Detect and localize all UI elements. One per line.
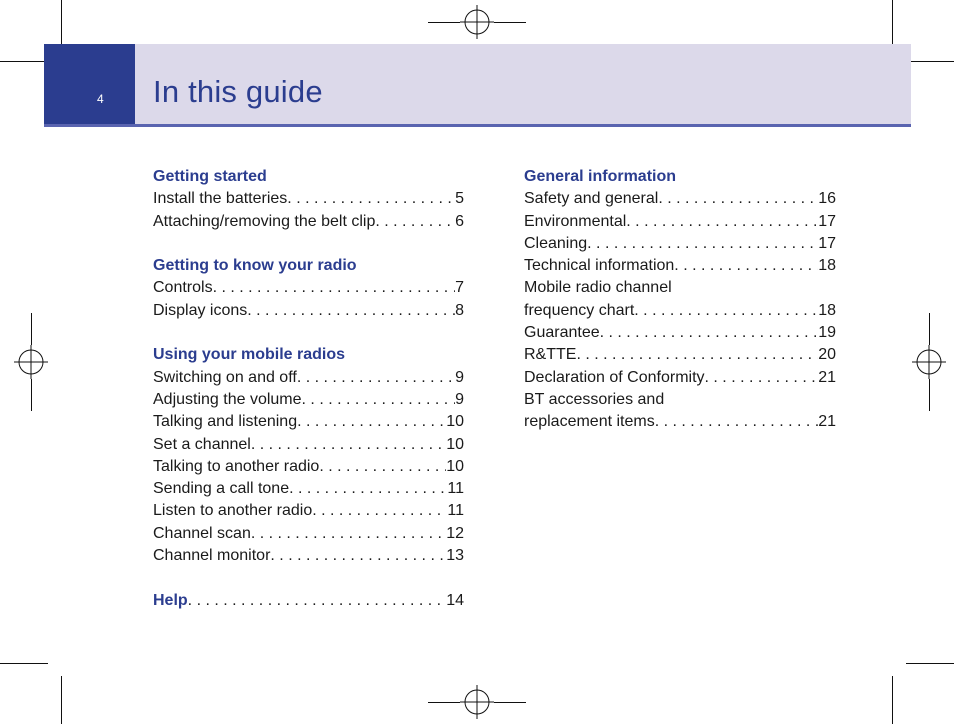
toc-entry[interactable] bbox=[153, 211, 464, 233]
toc-entry-title: Listen to another radio bbox=[153, 502, 313, 520]
section-heading: General information bbox=[524, 168, 677, 185]
toc-entry-page: 11 bbox=[447, 480, 464, 498]
registration-mark-right bbox=[912, 345, 946, 379]
toc-entry-page: 7 bbox=[455, 279, 464, 297]
toc-entry[interactable] bbox=[153, 434, 464, 456]
dot-leader bbox=[705, 367, 819, 389]
toc-entry[interactable] bbox=[153, 188, 464, 210]
toc-entry-title: Environmental bbox=[524, 212, 627, 230]
toc-entry-page: 11 bbox=[447, 502, 464, 520]
toc-entry[interactable] bbox=[153, 545, 464, 567]
dot-leader bbox=[302, 389, 456, 411]
spacer bbox=[153, 233, 464, 255]
toc-right-column bbox=[524, 166, 836, 434]
dot-leader bbox=[658, 188, 818, 210]
toc-entry-page: 9 bbox=[455, 390, 464, 408]
toc-entry-page: 19 bbox=[818, 324, 836, 342]
toc-entry-title: Attaching/removing the belt clip bbox=[153, 212, 376, 230]
toc-entry-page: 9 bbox=[455, 368, 464, 386]
toc-entry[interactable] bbox=[524, 322, 836, 344]
toc-entry-title: replacement items bbox=[524, 413, 655, 431]
spacer bbox=[153, 322, 464, 344]
toc-entry[interactable] bbox=[524, 300, 836, 322]
toc-entry-title: Channel monitor bbox=[153, 547, 271, 565]
toc-entry[interactable] bbox=[524, 233, 836, 255]
toc-entry[interactable] bbox=[153, 456, 464, 478]
toc-entry-page: 14 bbox=[446, 591, 464, 609]
toc-entry-page: 5 bbox=[455, 190, 464, 208]
toc-entry-page: 21 bbox=[818, 368, 836, 386]
toc-entry[interactable] bbox=[153, 590, 464, 612]
page-number: 4 bbox=[97, 92, 104, 106]
dot-leader bbox=[247, 300, 455, 322]
toc-entry-line: Mobile radio channel bbox=[524, 279, 672, 297]
toc-entry-title: Set a channel bbox=[153, 435, 251, 453]
toc-entry-title: Help bbox=[153, 591, 188, 609]
toc-entry-page: 10 bbox=[446, 457, 464, 475]
toc-entry[interactable] bbox=[524, 211, 836, 233]
section-heading: Getting started bbox=[153, 168, 267, 185]
dot-leader bbox=[297, 367, 455, 389]
section-heading: Using your mobile radios bbox=[153, 346, 346, 364]
toc-entry-page: 20 bbox=[818, 346, 836, 364]
dot-leader bbox=[312, 500, 447, 522]
dot-leader bbox=[587, 233, 818, 255]
dot-leader bbox=[319, 456, 446, 478]
toc-entry[interactable] bbox=[153, 478, 464, 500]
dot-leader bbox=[270, 545, 446, 567]
toc-entry[interactable] bbox=[153, 277, 464, 299]
dot-leader bbox=[576, 344, 818, 366]
registration-mark-left bbox=[14, 345, 48, 379]
toc-entry[interactable] bbox=[153, 411, 464, 433]
toc-entry-page: 17 bbox=[818, 234, 836, 252]
toc-entry-page: 10 bbox=[446, 435, 464, 453]
toc-entry-title: Channel scan bbox=[153, 524, 251, 542]
toc-entry-title: Declaration of Conformity bbox=[524, 368, 705, 386]
toc-entry[interactable] bbox=[153, 300, 464, 322]
toc-entry[interactable] bbox=[524, 255, 836, 277]
toc-entry-title: R&TTE bbox=[524, 346, 577, 364]
toc-entry-line: BT accessories and bbox=[524, 390, 665, 408]
dot-leader bbox=[251, 434, 446, 456]
dot-leader bbox=[600, 322, 819, 344]
toc-entry-page: 6 bbox=[455, 212, 464, 230]
toc-entry[interactable] bbox=[524, 344, 836, 366]
toc-entry-title: Talking and listening bbox=[153, 413, 298, 431]
toc-entry-page: 16 bbox=[818, 190, 836, 208]
toc-entry-title: Install the batteries bbox=[153, 190, 288, 208]
toc-entry-title: Controls bbox=[153, 279, 213, 297]
dot-leader bbox=[626, 211, 818, 233]
toc-entry-title: frequency chart bbox=[524, 301, 635, 319]
toc-entry-title: Adjusting the volume bbox=[153, 390, 302, 408]
header-rule bbox=[44, 124, 911, 127]
dot-leader bbox=[674, 255, 818, 277]
toc-entry-page: 12 bbox=[446, 524, 464, 542]
dot-leader bbox=[289, 478, 447, 500]
toc-entry-page: 18 bbox=[818, 257, 836, 275]
toc-entry[interactable] bbox=[153, 500, 464, 522]
toc-entry-page: 10 bbox=[446, 413, 464, 431]
toc-entry-page: 21 bbox=[818, 413, 836, 431]
toc-entry-title: Safety and general bbox=[524, 190, 659, 208]
toc-entry-page: 13 bbox=[446, 547, 464, 565]
page-number-box bbox=[44, 44, 135, 125]
spacer bbox=[153, 567, 464, 589]
toc-entry[interactable] bbox=[153, 389, 464, 411]
page-title: In this guide bbox=[153, 74, 323, 109]
toc-entry-title: Guarantee bbox=[524, 324, 600, 342]
toc-entry-title: Technical information bbox=[524, 257, 675, 275]
dot-leader bbox=[188, 590, 447, 612]
toc-entry-page: 18 bbox=[818, 301, 836, 319]
dot-leader bbox=[634, 300, 818, 322]
toc-entry[interactable] bbox=[153, 523, 464, 545]
toc-entry[interactable] bbox=[524, 367, 836, 389]
toc-entry-title: Talking to another radio bbox=[153, 457, 320, 475]
toc-entry-page: 17 bbox=[818, 212, 836, 230]
toc-entry[interactable] bbox=[153, 367, 464, 389]
toc-entry-title: Display icons bbox=[153, 301, 248, 319]
dot-leader bbox=[287, 188, 455, 210]
toc-entry-page: 8 bbox=[455, 301, 464, 319]
registration-mark-bottom bbox=[460, 685, 494, 719]
dot-leader bbox=[251, 523, 446, 545]
section-heading: Getting to know your radio bbox=[153, 257, 357, 275]
dot-leader bbox=[213, 277, 456, 299]
toc-entry-title: Sending a call tone bbox=[153, 480, 290, 498]
toc-entry-title: Switching on and off bbox=[153, 368, 297, 386]
dot-leader bbox=[655, 411, 818, 433]
toc-entry[interactable] bbox=[524, 188, 836, 210]
toc-left-column bbox=[153, 166, 464, 612]
registration-mark-top bbox=[460, 5, 494, 39]
dot-leader bbox=[297, 411, 446, 433]
toc-entry[interactable] bbox=[524, 411, 836, 433]
dot-leader bbox=[375, 211, 455, 233]
toc-entry-title: Cleaning bbox=[524, 234, 588, 252]
